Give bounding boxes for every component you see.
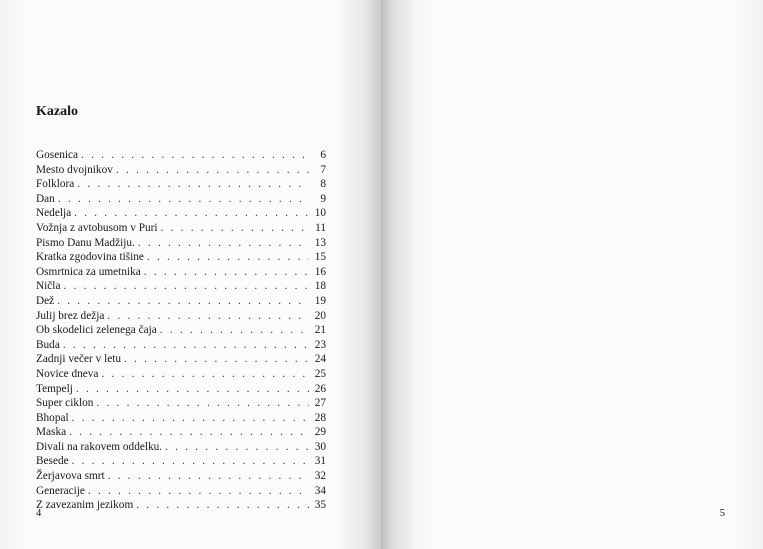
toc-entry-title: Žerjavova smrt [36, 470, 105, 483]
toc-entry-title: Divali na rakovem oddelku. [36, 440, 163, 453]
toc-entry-page: 29 [314, 426, 326, 439]
toc-entry-title: Buda [36, 338, 60, 351]
toc-entry-page: 32 [314, 470, 326, 483]
toc-entry [36, 484, 326, 499]
toc-entry-page: 11 [315, 221, 326, 234]
toc-entry [36, 309, 326, 324]
toc-entry-title: Zadnji večer v letu [36, 353, 122, 366]
toc-entry [36, 454, 326, 469]
toc-entry-title: Z zavezanim jezikom [36, 499, 134, 512]
toc-entry-title: Besede [36, 455, 69, 468]
toc-entry-title: Folklora [36, 178, 75, 191]
dot-leader [101, 367, 309, 382]
dot-leader [108, 469, 309, 484]
toc-entry-title: Generacije [36, 484, 85, 497]
toc-entry-page: 19 [314, 294, 326, 307]
toc-entry-page: 25 [314, 367, 326, 380]
toc-entry [36, 206, 326, 221]
toc-entry-page: 7 [320, 163, 326, 176]
toc-entry-page: 34 [314, 484, 326, 497]
dot-leader [124, 352, 309, 367]
dot-leader [72, 411, 309, 426]
toc-entry [36, 367, 326, 382]
toc-entry [36, 382, 326, 397]
toc-entry-page: 31 [314, 455, 326, 468]
toc-entry-title: Mesto dvojnikov [36, 163, 113, 176]
toc-entry [36, 148, 326, 163]
toc-entry-title: Osmrtnica za umetnika [36, 265, 141, 278]
dot-leader [69, 425, 309, 440]
toc-entry [36, 411, 326, 426]
dot-leader [74, 206, 309, 221]
toc-entry-page: 16 [314, 265, 326, 278]
toc-entry-page: 9 [320, 192, 326, 205]
toc-entry-title: Kratka zgodovina tišine [36, 251, 144, 264]
toc-list-left [36, 148, 326, 513]
dot-leader [77, 177, 309, 192]
toc-entry [36, 338, 326, 353]
toc-entry-title: Dan [36, 192, 55, 205]
dot-leader [160, 323, 309, 338]
toc-entry-page: 35 [314, 499, 326, 512]
toc-entry-page: 15 [314, 251, 326, 264]
toc-entry-title: Ob skodelici zelenega čaja [36, 324, 157, 337]
toc-entry-title: Tempelj [36, 382, 73, 395]
dot-leader [96, 396, 309, 411]
toc-entry [36, 177, 326, 192]
toc-entry [36, 425, 326, 440]
dot-leader [161, 221, 309, 236]
toc-entry-page: 30 [314, 440, 326, 453]
toc-entry-page: 23 [314, 338, 326, 351]
toc-entry [36, 236, 326, 251]
toc-entry-page: 20 [314, 309, 326, 322]
dot-leader [58, 192, 309, 207]
toc-entry [36, 323, 326, 338]
toc-entry [36, 221, 326, 236]
dot-leader [57, 294, 309, 309]
dot-leader [76, 382, 309, 397]
toc-entry-title: Julij brez dežja [36, 309, 105, 322]
toc-entry [36, 294, 326, 309]
toc-entry-title: Ničla [36, 280, 61, 293]
toc-entry [36, 279, 326, 294]
dot-leader [165, 440, 309, 455]
left-page [0, 0, 381, 549]
toc-entry-page: 8 [320, 178, 326, 191]
toc-entry-page: 28 [314, 411, 326, 424]
dot-leader [138, 236, 309, 251]
dot-leader [147, 250, 309, 265]
toc-entry [36, 396, 326, 411]
toc-entry-title: Gosenica [36, 149, 79, 161]
toc-entry-title: Vožnja z avtobusom v Puri [36, 221, 158, 234]
toc-entry-page: 21 [314, 324, 326, 337]
toc-entry [36, 469, 326, 484]
toc-heading: Kazalo [36, 104, 78, 119]
page-number-left: 4 [36, 508, 42, 519]
toc-entry-page: 26 [314, 382, 326, 395]
toc-entry-title: Nedelja [36, 207, 72, 220]
dot-leader [136, 498, 309, 513]
page-number-right: 5 [719, 508, 725, 519]
dot-leader [63, 279, 309, 294]
toc-entry [36, 265, 326, 280]
toc-entry-title: Pismo Danu Madžiju. [36, 236, 135, 249]
dot-leader [88, 484, 309, 499]
dot-leader [72, 454, 309, 469]
dot-leader [107, 309, 309, 324]
toc-entry-page: 6 [320, 149, 326, 161]
toc-entry-title: Bhopal [36, 411, 69, 424]
right-page [381, 0, 763, 549]
toc-entry-page: 24 [314, 353, 326, 366]
toc-entry [36, 440, 326, 455]
toc-entry-title: Maska [36, 426, 67, 439]
toc-entry-title: Super ciklon [36, 397, 94, 410]
toc-entry-page: 27 [314, 397, 326, 410]
dot-leader [144, 265, 309, 280]
dot-leader [116, 163, 309, 178]
toc-entry [36, 250, 326, 265]
toc-entry-page: 18 [314, 280, 326, 293]
dot-leader [63, 338, 309, 353]
toc-entry [36, 352, 326, 367]
toc-entry [36, 192, 326, 207]
dot-leader [81, 148, 309, 163]
toc-entry-title: Dež [36, 294, 55, 307]
toc-entry-title: Novice dneva [36, 367, 99, 380]
toc-entry-page: 10 [314, 207, 326, 220]
toc-entry-page: 13 [314, 236, 326, 249]
toc-entry [36, 498, 326, 513]
toc-entry [36, 163, 326, 178]
